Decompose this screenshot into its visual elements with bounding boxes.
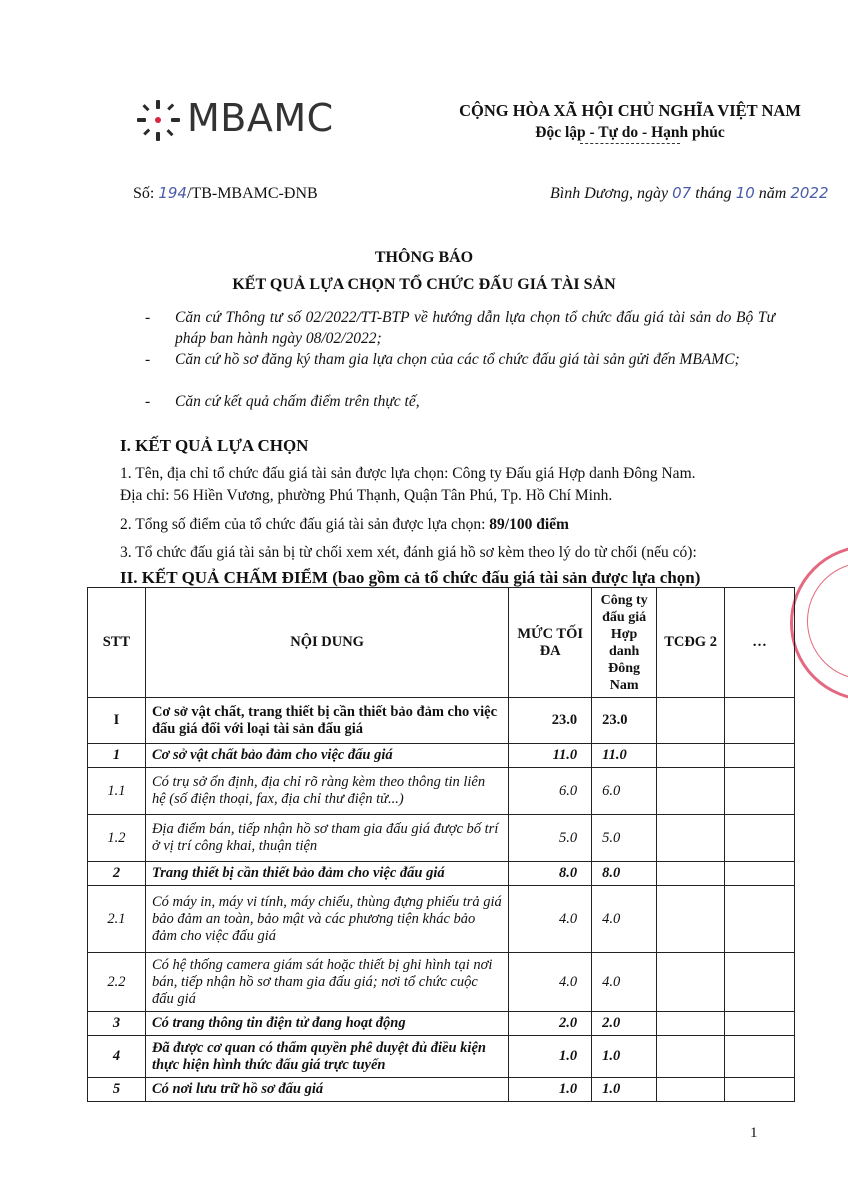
so-prefix: Số: xyxy=(133,185,159,202)
section1-item2 xyxy=(120,514,780,535)
cell-more xyxy=(725,862,795,886)
cell-stt: 3 xyxy=(88,1012,146,1036)
cell-score: 4.0 xyxy=(592,886,657,953)
item2-text: 2. Tổng số điểm của tổ chức đấu giá tài sản được lựa chọn: xyxy=(120,516,490,533)
page-number: 1 xyxy=(750,1125,758,1141)
table-row xyxy=(88,698,795,744)
cell-max: 6.0 xyxy=(509,768,592,815)
cell-score: 5.0 xyxy=(592,815,657,862)
cell-content: Cơ sở vật chất bảo đảm cho việc đấu giá xyxy=(145,744,508,768)
cell-stt: 1 xyxy=(88,744,146,768)
section1-item3: 3. Tổ chức đấu giá tài sản bị từ chối xem xét, đánh giá hồ sơ kèm theo lý do từ chối (nếu có): xyxy=(120,544,697,561)
basis-item xyxy=(145,391,775,412)
header-company: Công ty đấu giá Hợp danh Đông Nam xyxy=(592,588,657,698)
table-row xyxy=(88,1078,795,1102)
cell-max: 4.0 xyxy=(509,953,592,1012)
cell-content: Địa điểm bán, tiếp nhận hồ sơ tham gia đấu giá được bố trí ở vị trí công khai, thuận tiện xyxy=(145,815,508,862)
so-number: 194 xyxy=(158,184,187,202)
cell-content: Cơ sở vật chất, trang thiết bị cần thiết bảo đảm cho việc đấu giá đối với loại tài sản đấu giá xyxy=(145,698,508,744)
basis-item xyxy=(145,349,775,370)
section-1-heading: I. KẾT QUẢ LỰA CHỌN xyxy=(120,436,309,455)
table-header-row xyxy=(88,588,795,698)
table-row xyxy=(88,1012,795,1036)
table-row xyxy=(88,886,795,953)
cell-max: 4.0 xyxy=(509,886,592,953)
national-motto: Độc lập - Tự do - Hạnh phúc xyxy=(535,124,725,141)
cell-content: Có máy in, máy vi tính, máy chiếu, thùng đựng phiếu trả giá bảo đảm an toàn, bảo mật và các phương tiện khác bảo đảm cho việc đấu giá xyxy=(145,886,508,953)
date-month-label: tháng xyxy=(691,185,736,202)
cell-tcdg2 xyxy=(657,886,725,953)
cell-more xyxy=(725,744,795,768)
cell-more xyxy=(725,1078,795,1102)
cell-max: 1.0 xyxy=(509,1078,592,1102)
cell-score: 6.0 xyxy=(592,768,657,815)
logo-star-icon xyxy=(135,98,183,144)
date-year: 2022 xyxy=(790,184,829,202)
basis-text: Căn cứ hồ sơ đăng ký tham gia lựa chọn của các tổ chức đấu giá tài sản gửi đến MBAMC; xyxy=(175,351,740,368)
cell-max: 11.0 xyxy=(509,744,592,768)
cell-stt: 4 xyxy=(88,1036,146,1078)
date-month: 10 xyxy=(735,184,755,202)
cell-content: Đã được cơ quan có thẩm quyền phê duyệt đủ điều kiện thực hiện hình thức đấu giá trực tuyến xyxy=(145,1036,508,1078)
cell-content: Có hệ thống camera giám sát hoặc thiết bị ghi hình tại nơi bán, tiếp nhận hồ sơ tham gia đấu giá; nơi tổ chức cuộc đấu giá xyxy=(145,953,508,1012)
basis-item xyxy=(145,307,775,349)
so-suffix: /TB-MBAMC-ĐNB xyxy=(186,185,318,202)
document-number xyxy=(133,184,318,203)
section1-item1-line2: Địa chỉ: 56 Hiền Vương, phường Phú Thạnh, Quận Tân Phú, Tp. Hồ Chí Minh. xyxy=(120,487,613,504)
cell-max: 8.0 xyxy=(509,862,592,886)
cell-score: 1.0 xyxy=(592,1036,657,1078)
date-year-label: năm xyxy=(754,185,791,202)
logo-text: MBAMC xyxy=(187,96,334,140)
basis-bullet: - xyxy=(145,309,151,326)
cell-max: 2.0 xyxy=(509,1012,592,1036)
cell-score: 11.0 xyxy=(592,744,657,768)
basis-text: Căn cứ Thông tư số 02/2022/TT-BTP về hướng dẫn lựa chọn tổ chức đấu giá tài sản do Bộ Tư pháp ban hành ngày 08/02/2022; xyxy=(175,309,775,347)
basis-text: Căn cứ kết quả chấm điểm trên thực tế, xyxy=(175,393,420,410)
score-table xyxy=(87,587,795,1102)
cell-tcdg2 xyxy=(657,1036,725,1078)
stamp-inner-ring xyxy=(807,562,848,680)
table-row xyxy=(88,953,795,1012)
cell-tcdg2 xyxy=(657,953,725,1012)
header-stt: STT xyxy=(88,588,146,698)
cell-more xyxy=(725,886,795,953)
cell-tcdg2 xyxy=(657,698,725,744)
cell-score: 23.0 xyxy=(592,698,657,744)
table-row xyxy=(88,768,795,815)
cell-stt: 2.1 xyxy=(88,886,146,953)
table-row xyxy=(88,744,795,768)
section1-item1-line1: 1. Tên, địa chỉ tổ chức đấu giá tài sản được lựa chọn: Công ty Đấu giá Hợp danh Đông Nam. xyxy=(120,465,696,482)
table-row xyxy=(88,815,795,862)
basis-bullet: - xyxy=(145,393,151,410)
header-max: MỨC TỐI ĐA xyxy=(509,588,592,698)
doc-subtitle: KẾT QUẢ LỰA CHỌN TỔ CHỨC ĐẤU GIÁ TÀI SẢN xyxy=(232,276,616,293)
cell-content: Có trang thông tin điện tử đang hoạt động xyxy=(145,1012,508,1036)
header-more: … xyxy=(725,588,795,698)
basis-bullet: - xyxy=(145,351,151,368)
cell-more xyxy=(725,1036,795,1078)
date-place: Bình Dương, ngày xyxy=(550,185,673,202)
cell-stt: 1.1 xyxy=(88,768,146,815)
cell-content: Trang thiết bị cần thiết bảo đảm cho việc đấu giá xyxy=(145,862,508,886)
cell-tcdg2 xyxy=(657,768,725,815)
cell-tcdg2 xyxy=(657,1012,725,1036)
header-tcdg2: TCĐG 2 xyxy=(657,588,725,698)
motto-underline xyxy=(580,143,680,144)
cell-stt: 5 xyxy=(88,1078,146,1102)
date-day: 07 xyxy=(672,184,692,202)
cell-content: Có trụ sở ổn định, địa chỉ rõ ràng kèm theo thông tin liên hệ (số điện thoại, fax, địa chỉ thư điện tử...) xyxy=(145,768,508,815)
cell-stt: I xyxy=(88,698,146,744)
cell-tcdg2 xyxy=(657,862,725,886)
cell-max: 1.0 xyxy=(509,1036,592,1078)
cell-stt: 2 xyxy=(88,862,146,886)
table-row xyxy=(88,1036,795,1078)
mbamc-logo xyxy=(135,96,375,146)
cell-tcdg2 xyxy=(657,815,725,862)
red-seal-stamp xyxy=(790,545,848,701)
cell-score: 1.0 xyxy=(592,1078,657,1102)
selected-score: 89/100 điểm xyxy=(489,516,569,533)
cell-max: 23.0 xyxy=(509,698,592,744)
cell-tcdg2 xyxy=(657,744,725,768)
cell-more xyxy=(725,1012,795,1036)
doc-title: THÔNG BÁO xyxy=(374,249,474,266)
cell-score: 4.0 xyxy=(592,953,657,1012)
cell-stt: 2.2 xyxy=(88,953,146,1012)
cell-max: 5.0 xyxy=(509,815,592,862)
cell-score: 2.0 xyxy=(592,1012,657,1036)
header-content: NỘI DUNG xyxy=(145,588,508,698)
cell-more xyxy=(725,698,795,744)
cell-stt: 1.2 xyxy=(88,815,146,862)
cell-more xyxy=(725,768,795,815)
cell-tcdg2 xyxy=(657,1078,725,1102)
document-date xyxy=(550,184,829,203)
cell-score: 8.0 xyxy=(592,862,657,886)
section-2-heading: II. KẾT QUẢ CHẤM ĐIỂM (bao gồm cả tổ chức đấu giá tài sản được lựa chọn) xyxy=(120,568,701,587)
cell-more xyxy=(725,953,795,1012)
cell-more xyxy=(725,815,795,862)
cell-content: Có nơi lưu trữ hồ sơ đấu giá xyxy=(145,1078,508,1102)
table-row xyxy=(88,862,795,886)
national-title: CỘNG HÒA XÃ HỘI CHỦ NGHĨA VIỆT NAM xyxy=(459,101,801,120)
